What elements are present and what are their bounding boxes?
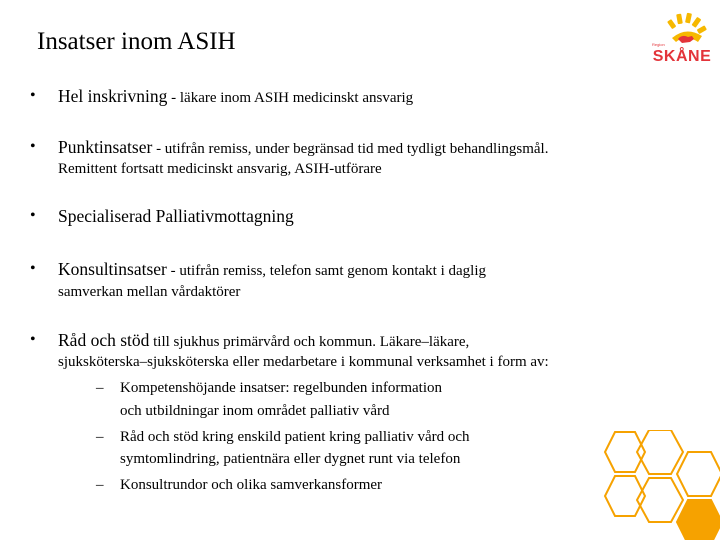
hexagon-outline bbox=[605, 432, 645, 472]
bullet-lead: Konsultinsatser bbox=[58, 259, 167, 279]
logo-tagline: Region bbox=[652, 42, 665, 47]
hexagon-pattern bbox=[585, 430, 720, 540]
sub-bullet-text: Råd och stöd kring enskild patient kring palliativ vård och bbox=[120, 429, 470, 445]
bullet-marker: • bbox=[30, 138, 36, 155]
bullet-continuation: sjuksköterska–sjuksköterska eller medarbetare i kommunal verksamhet i form av: bbox=[58, 354, 549, 370]
sub-bullet-continuation: och utbildningar inom området palliativ vård bbox=[120, 403, 390, 419]
bullet-marker: • bbox=[30, 331, 36, 348]
region-skane-logo bbox=[652, 12, 712, 68]
bullet-marker: • bbox=[30, 207, 36, 224]
bullet-lead: Hel inskrivning bbox=[58, 86, 168, 106]
slide-title: Insatser inom ASIH bbox=[37, 28, 236, 55]
bullet-rest: - läkare inom ASIH medicinskt ansvarig bbox=[167, 90, 414, 106]
hexagon-outline bbox=[677, 452, 720, 496]
logo-wordmark: SKÅNE bbox=[652, 48, 712, 65]
bullet-text bbox=[58, 85, 413, 109]
sub-bullet-marker: – bbox=[96, 380, 104, 396]
bullet-continuation: Remittent fortsatt medicinskt ansvarig, ASIH-utförare bbox=[58, 161, 382, 177]
bullet-text bbox=[58, 205, 294, 229]
hexagon-filled bbox=[677, 500, 720, 540]
sub-bullet-continuation: symtomlindring, patientnära eller dygnet runt via telefon bbox=[120, 451, 461, 467]
bullet-text bbox=[58, 329, 469, 353]
bullet-rest: - utifrån remiss, under begränsad tid med tydligt behandlingsmål. bbox=[152, 141, 549, 157]
bullet-lead: Punktinsatser bbox=[58, 137, 153, 157]
bullet-marker: • bbox=[30, 87, 36, 104]
bullet-text bbox=[58, 136, 548, 160]
bullet-continuation: samverkan mellan vårdaktörer bbox=[58, 284, 241, 300]
bullet-marker: • bbox=[30, 260, 36, 277]
sub-bullet-marker: – bbox=[96, 429, 104, 445]
bullet-lead: Specialiserad Palliativmottagning bbox=[58, 206, 294, 226]
bullet-lead: Råd och stöd bbox=[58, 330, 150, 350]
sub-bullet-text: Konsultrundor och olika samverkansformer bbox=[120, 477, 383, 493]
bullet-rest: - utifrån remiss, telefon samt genom kontakt i daglig bbox=[166, 263, 486, 279]
bullet-text bbox=[58, 258, 486, 282]
bullet-rest: till sjukhus primärvård och kommun. Läkare–läkare, bbox=[149, 334, 470, 350]
sub-bullet-marker: – bbox=[96, 477, 104, 493]
sub-bullet-text: Kompetenshöjande insatser: regelbunden information bbox=[120, 380, 442, 396]
